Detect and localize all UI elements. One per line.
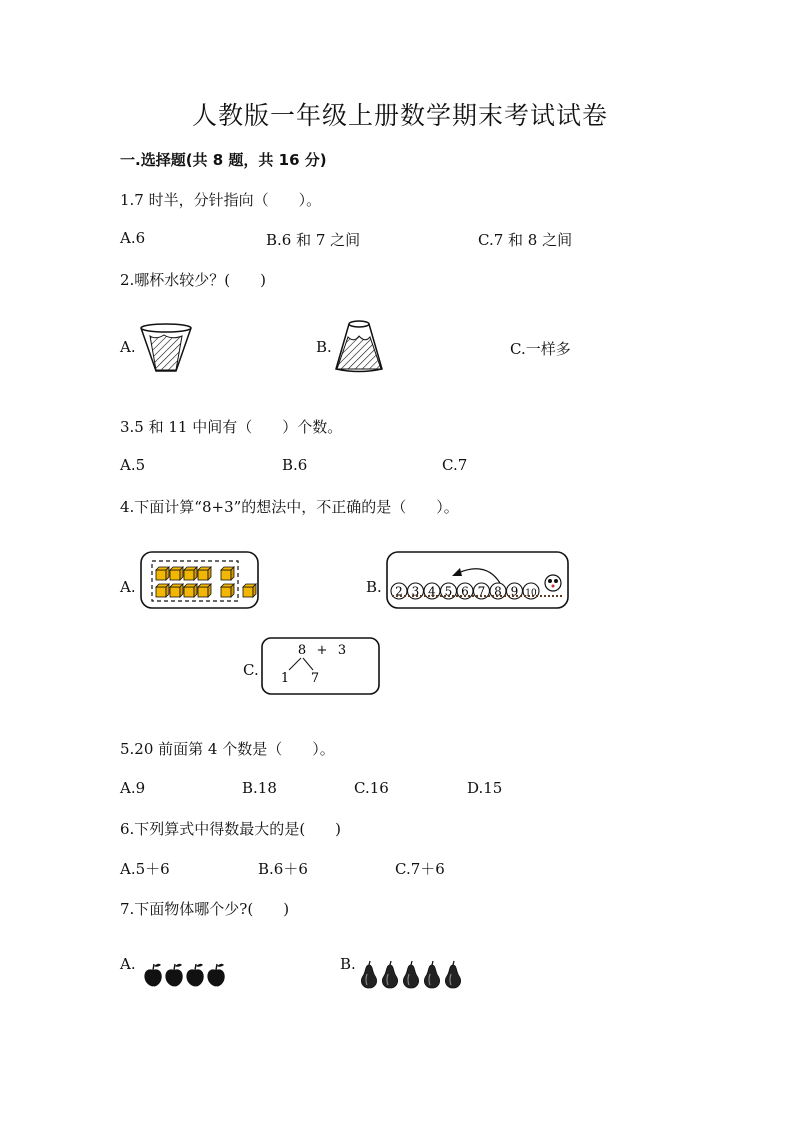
question-6-stem: 6.下列算式中得数最大的是( ) xyxy=(120,820,342,838)
split-bottom-right: 7 xyxy=(310,671,320,686)
question-5-option-d[interactable]: D.15 xyxy=(467,779,503,797)
cube-10 xyxy=(243,584,256,597)
cube-4 xyxy=(156,584,169,597)
cube-5 xyxy=(170,584,183,597)
cube-3 xyxy=(198,567,211,580)
question-1-option-a[interactable]: A.6 xyxy=(120,229,146,247)
question-7-stem: 7.下面物体哪个少?( ) xyxy=(120,900,290,918)
number-line-label: 4 xyxy=(428,584,436,599)
question-5-option-b[interactable]: B.18 xyxy=(242,779,277,797)
question-5-option-a[interactable]: A.9 xyxy=(120,779,146,797)
page-title: 人教版一年级上册数学期末考试试卷 xyxy=(191,101,608,130)
apple-icon xyxy=(144,964,161,987)
question-3-stem: 3.5 和 11 中间有（ ）个数。 xyxy=(120,418,343,436)
pear-icon xyxy=(445,961,460,988)
question-6-option-a[interactable]: A.5＋6 xyxy=(120,860,170,878)
question-2-option-c[interactable]: C.一样多 xyxy=(510,340,571,358)
number-line-label: 9 xyxy=(510,584,519,599)
apple-icon xyxy=(186,964,203,987)
question-2-option-b[interactable]: B. xyxy=(316,338,332,356)
cube-2 xyxy=(184,567,197,580)
question-4-option-b[interactable]: B. xyxy=(366,578,382,596)
question-3-option-b[interactable]: B.6 xyxy=(282,456,308,474)
section-heading: 一.选择题(共 8 题，共 16 分) xyxy=(120,151,327,169)
cube-1 xyxy=(170,567,183,580)
number-line-label: 7 xyxy=(477,584,486,599)
question-7-option-a[interactable]: A. xyxy=(120,955,136,973)
apple-icon xyxy=(165,964,182,987)
question-5-stem: 5.20 前面第 4 个数是（ ）。 xyxy=(120,740,335,758)
question-1-option-c[interactable]: C.7 和 8 之间 xyxy=(478,231,573,249)
number-line-label: 3 xyxy=(411,584,420,599)
question-3-option-c[interactable]: C.7 xyxy=(442,456,468,474)
cube-9 xyxy=(221,584,234,597)
question-4-option-a[interactable]: A. xyxy=(120,578,136,596)
wide-cup-image xyxy=(138,322,194,374)
number-line-label: 8 xyxy=(494,584,502,599)
split-bottom-left: 1 xyxy=(280,671,290,686)
pear-icon xyxy=(382,961,397,988)
number-line-label: 5 xyxy=(444,584,453,599)
question-3-option-a[interactable]: A.5 xyxy=(120,456,146,474)
apple-icon xyxy=(207,964,224,987)
question-2-stem: 2.哪杯水较少？( ) xyxy=(120,271,267,289)
number-line-label: 10 xyxy=(525,588,537,599)
question-4-stem: 4.下面计算“8+3”的想法中，不正确的是（ ）。 xyxy=(120,498,459,516)
cube-0 xyxy=(156,567,169,580)
number-line-image xyxy=(386,551,570,609)
number-line-label: 2 xyxy=(395,584,403,599)
question-1-option-b[interactable]: B.6 和 7 之间 xyxy=(266,231,361,249)
pear-icon xyxy=(361,961,376,988)
pear-icon xyxy=(403,961,418,988)
number-split-image xyxy=(261,637,381,695)
question-7-option-b[interactable]: B. xyxy=(340,955,356,973)
pear-icon xyxy=(424,961,439,988)
question-6-option-c[interactable]: C.7＋6 xyxy=(395,860,445,878)
apples-image xyxy=(142,962,232,988)
question-4-option-c[interactable]: C. xyxy=(243,661,259,679)
number-line-label: 6 xyxy=(461,584,469,599)
question-2-option-a[interactable]: A. xyxy=(120,338,136,356)
split-top-right: 3 xyxy=(337,643,347,658)
cube-8 xyxy=(221,567,234,580)
split-top-left: 8 xyxy=(297,643,307,658)
cube-7 xyxy=(198,584,211,597)
cube-grouping-image xyxy=(140,551,260,609)
split-operator: + xyxy=(316,643,328,658)
question-5-option-c[interactable]: C.16 xyxy=(354,779,389,797)
pears-image xyxy=(359,960,464,990)
question-1-stem: 1.7 时半，分针指向（ ）。 xyxy=(120,191,322,209)
cube-6 xyxy=(184,584,197,597)
narrow-cup-image xyxy=(334,319,384,373)
question-6-option-b[interactable]: B.6＋6 xyxy=(258,860,308,878)
